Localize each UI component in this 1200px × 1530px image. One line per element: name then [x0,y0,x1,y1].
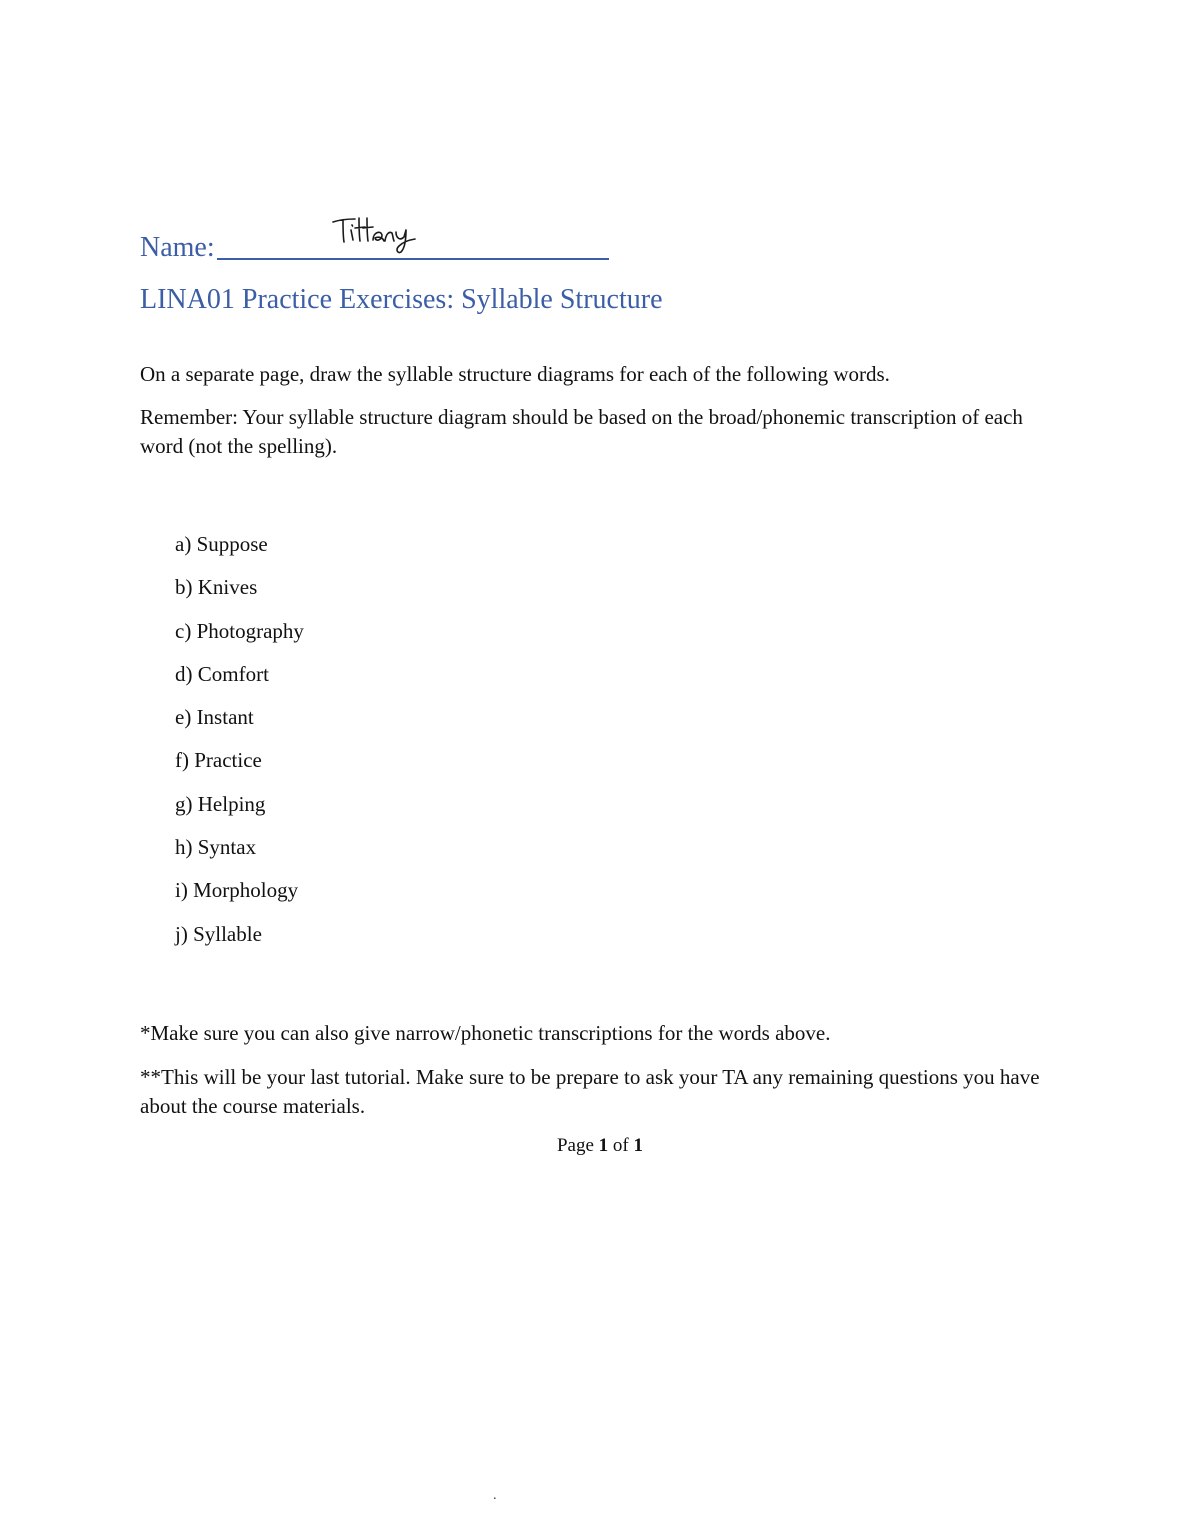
list-item: g) Helping [175,791,266,816]
name-label: Name: [140,232,215,263]
list-item: c) Photography [175,618,304,643]
name-signature-line [217,222,609,260]
list-item: j) Syllable [175,921,262,946]
list-item: d) Comfort [175,661,269,686]
tutorial-note: **This will be your last tutorial. Make sure to be prepare to ask your TA any remaining questions you have about the course materials. [140,1065,1040,1118]
instructions-paragraph: On a separate page, draw the syllable structure diagrams for each of the following words. [140,362,890,386]
bottom-mark: . [493,1488,497,1503]
list-item: h) Syntax [175,835,257,860]
reminder-paragraph: Remember: Your syllable structure diagram should be based on the broad/phonemic transcription of each word (not the spelling). [140,405,1023,458]
page-word: Page [556,1135,594,1156]
list-item: e) Instant [175,705,254,730]
exercise-word-list [175,530,304,963]
list-item: b) Knives [175,575,258,600]
name-field-row [140,222,609,262]
current-page-number: 1 [598,1135,609,1156]
list-item: f) Practice [175,748,262,773]
page-number-footer [0,1133,1200,1159]
total-pages-number: 1 [633,1135,643,1156]
transcription-note: *Make sure you can also give narrow/phonetic transcriptions for the words above. [140,1021,831,1045]
handwritten-signature [329,210,419,256]
list-item: i) Morphology [175,878,299,903]
of-word: of [612,1135,629,1156]
document-title: LINA01 Practice Exercises: Syllable Structure [140,284,663,315]
list-item: a) Suppose [175,532,268,556]
